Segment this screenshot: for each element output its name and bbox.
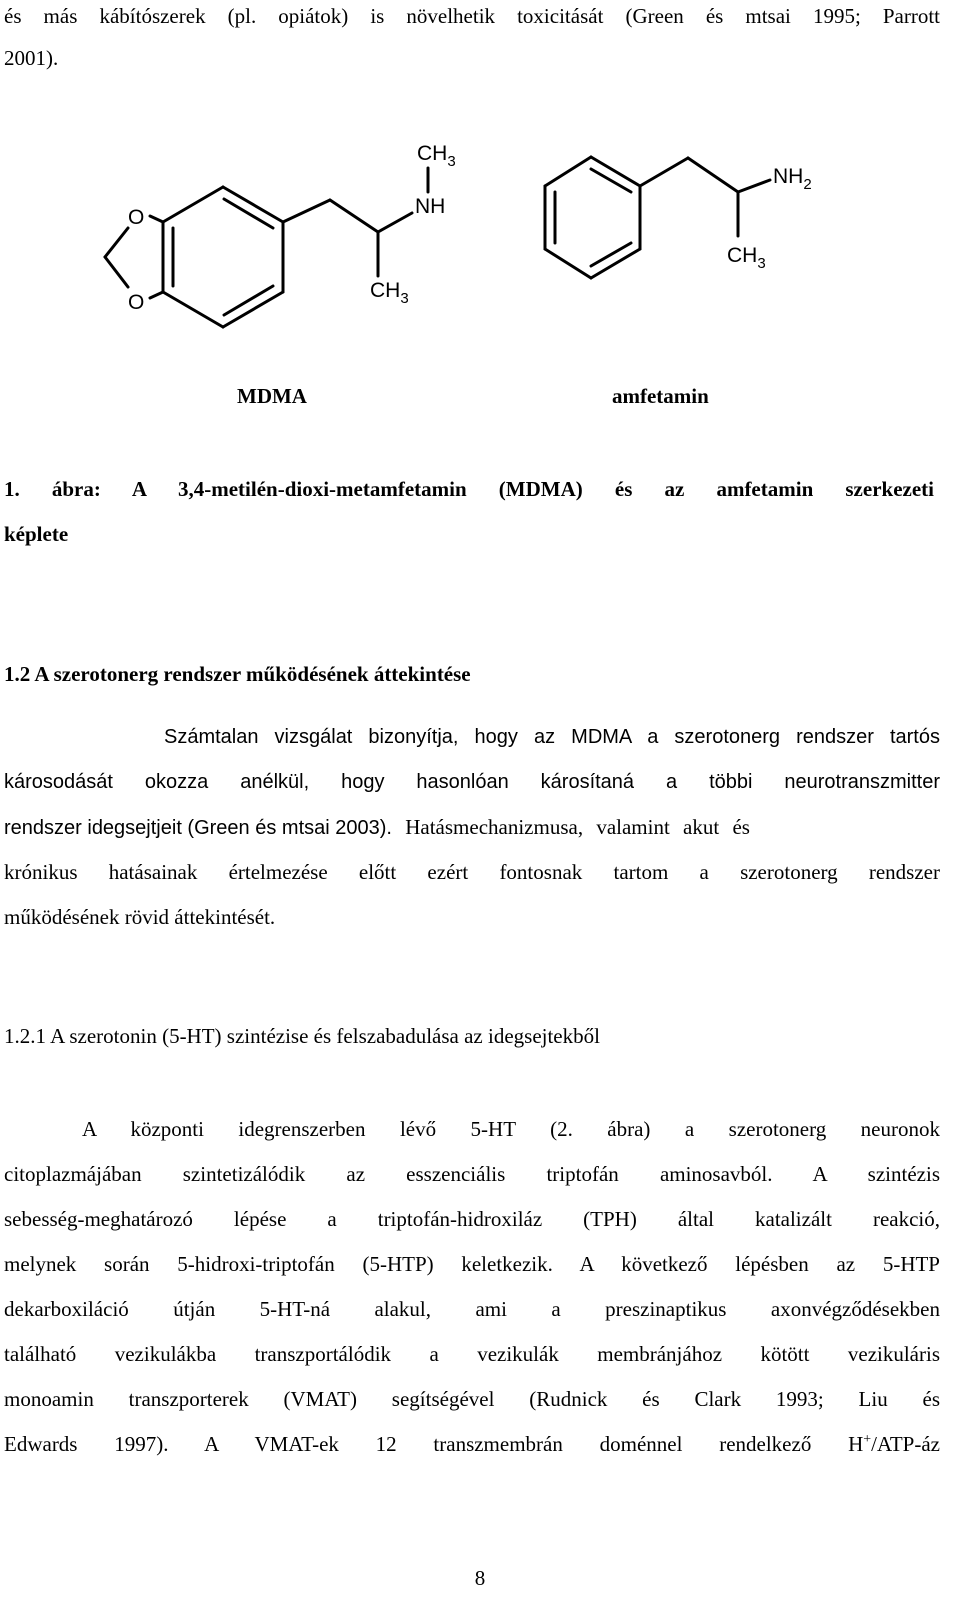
mdma-ch3-top: $CH_3$ — [417, 142, 456, 170]
body-text-span: Edwards 1997). A VMAT-ek 12 transzmembrán doménnel rendelkező H — [4, 1432, 864, 1456]
page-number: 8 — [474, 1566, 486, 1590]
amph-chain-1 — [640, 158, 688, 186]
body-text-span: /ATP-áz — [871, 1432, 940, 1456]
chemical-structures-figure — [0, 0, 960, 380]
body-text-line: károsodását okozza anélkül, hogy hasonlóan károsítaná a többi neurotranszmitter — [4, 771, 940, 793]
mdma-o2: O — [128, 291, 145, 314]
amph-ch3: $CH_3$ — [727, 244, 766, 272]
body-text-line: és más kábítószerek (pl. opiátok) is növelhetik toxicitását (Green és mtsai 1995; Parrott — [4, 4, 940, 28]
amfetamin-label: amfetamin — [612, 384, 709, 408]
body-text-line: sebesség-meghatározó lépése a triptofán-hidroxiláz (TPH) által katalizált reakció, — [4, 1207, 940, 1231]
amph-benzene-ring — [545, 157, 640, 278]
body-text-line: A központi idegrenszerben lévő 5-HT (2. ábra) a szerotonerg neuronok — [82, 1117, 940, 1141]
body-text-line: dekarboxiláció útján 5-HT-ná alakul, ami a preszinaptikus axonvégződésekben — [4, 1297, 940, 1321]
figure-caption-line: képlete — [4, 522, 69, 546]
body-text-line: melynek során 5-hidroxi-triptofán (5-HTP) keletkezik. A következő lépésben az 5-HTP — [4, 1252, 940, 1276]
section-title: 1.2 A szerotonerg rendszer működésének áttekintése — [4, 662, 471, 686]
mdma-o1: O — [128, 206, 145, 229]
body-text-line: Számtalan vizsgálat bizonyítja, hogy az MDMA a szerotonerg rendszer tartós — [164, 726, 940, 748]
body-text-line: 2001). — [4, 46, 59, 70]
body-text-line: citoplazmájában szintetizálódik az esszenciális triptofán aminosavból. A szintézis — [4, 1162, 940, 1186]
body-text-line: monoamin transzporterek (VMAT) segítségével (Rudnick és Clark 1993; Liu és — [4, 1387, 940, 1411]
o1-bond — [150, 216, 163, 222]
body-text-line: található vezikulákba transzportálódik a vezikulák membránjához kötött vezikuláris — [4, 1342, 940, 1366]
amph-chain-2 — [688, 158, 738, 192]
subsection-title: 1.2.1 A szerotonin (5-HT) szintézise és felszabadulása az idegsejtekből — [4, 1024, 600, 1048]
figure-caption-line: 1. ábra: A 3,4-metilén-dioxi-metamfetamin (MDMA) és az amfetamin szerkezeti — [4, 477, 934, 501]
amph-nh2: $NH_2$ — [773, 165, 812, 193]
body-text-line: működésének rövid áttekintését. — [4, 905, 276, 929]
body-text-line-mixed — [4, 1430, 940, 1458]
amph-chain-nh2 — [738, 180, 770, 192]
body-text-line-mixed — [4, 813, 940, 842]
mdma-chain-nh — [378, 213, 412, 232]
body-text-span: Hatásmechanizmusa, valamint akut és — [391, 815, 750, 839]
mdma-nh: NH — [415, 195, 446, 218]
body-text-line: krónikus hatásainak értelmezése előtt ezért fontosnak tartom a szerotonerg rendszer — [4, 860, 940, 884]
mdma-chain-2 — [330, 200, 378, 232]
ch2-bond-top — [105, 228, 128, 257]
mdma-ch3-bottom: $CH_3$ — [370, 279, 409, 307]
mdma-chain-1 — [283, 200, 330, 222]
body-text-span: rendszer idegsejtjeit (Green és mtsai 2003). — [4, 817, 392, 839]
o2-bond — [150, 292, 163, 298]
ch2-bond-bottom — [105, 257, 128, 287]
mdma-label: MDMA — [237, 384, 307, 408]
superscript-plus: + — [863, 1432, 872, 1447]
mdma-benzene-ring — [163, 187, 283, 327]
